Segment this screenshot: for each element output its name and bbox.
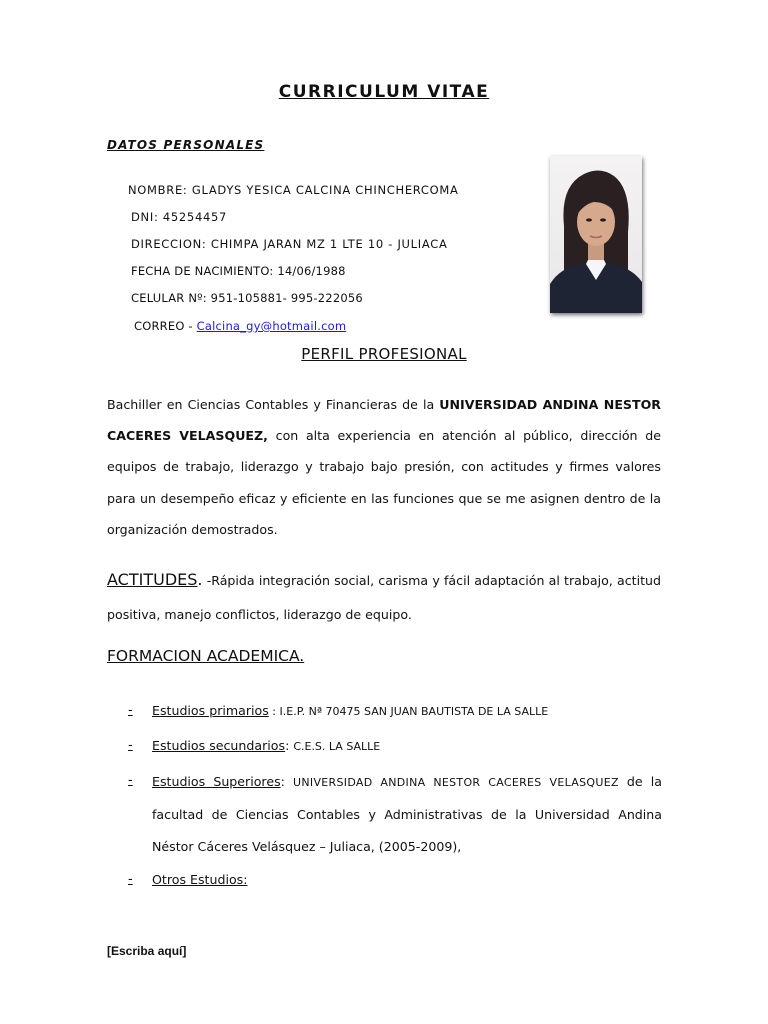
actitudes-dot: . <box>197 570 203 589</box>
education-other-label: Otros Estudios: <box>152 872 248 887</box>
bullet-dash: - <box>128 738 133 753</box>
bullet-dash: - <box>128 703 133 718</box>
profile-photo-portrait <box>550 156 642 313</box>
education-secondary-value: C.E.S. LA SALLE <box>293 740 381 753</box>
education-other <box>152 872 247 887</box>
actitudes-text: -Rápida integración social, carisma y fácil adaptación al trabajo, actitud positiva, manejo conflictos, liderazgo de equipo. <box>107 573 661 622</box>
perfil-text-end: con alta experiencia en atención al público, dirección de equipos de trabajo, liderazgo y trabajo bajo presión, con actitudes y firmes valores para un desempeño eficaz y eficiente en las funciones que se me asignen dentro de la organización demostrados. <box>107 428 661 537</box>
personal-email-row <box>134 319 346 333</box>
education-higher-details: de la facultad de Ciencias Contables y Administrativas de la Universidad Andina Néstor Cáceres Velásquez – Juliaca, (2005-2009), <box>152 774 663 854</box>
perfil-text-start: Bachiller en Ciencias Contables y Financieras de la <box>107 397 440 412</box>
section-heading-personal: DATOS PERSONALES <box>107 138 265 152</box>
document-title: CURRICULUM VITAE <box>278 82 490 102</box>
email-link[interactable]: Calcina_gy@hotmail.com <box>196 319 347 333</box>
section-heading-actitudes: ACTITUDES <box>107 570 198 589</box>
education-secondary-label: Estudios secundarios <box>152 738 286 753</box>
email-label: CORREO - <box>134 319 197 333</box>
education-primary <box>152 703 548 718</box>
footer-placeholder: [Escriba aquí] <box>107 944 187 958</box>
personal-dni: DNI: 45254457 <box>131 210 228 224</box>
actitudes-paragraph <box>107 563 661 632</box>
education-higher <box>152 766 662 863</box>
education-secondary <box>152 738 380 753</box>
bullet-dash: - <box>128 773 133 788</box>
education-higher-label: Estudios Superiores <box>152 774 281 789</box>
bullet-dash: - <box>128 872 133 887</box>
profile-photo <box>550 156 642 313</box>
education-primary-value: : I.E.P. Nª 70475 SAN JUAN BAUTISTA DE LA SALLE <box>268 705 549 718</box>
education-higher-university: UNIVERSIDAD ANDINA NESTOR CACERES VELASQUEZ <box>293 776 619 789</box>
section-heading-perfil: PERFIL PROFESIONAL <box>301 345 467 363</box>
personal-birthdate: FECHA DE NACIMIENTO: 14/06/1988 <box>131 264 346 278</box>
perfil-university: UNIVERSIDAD ANDINA NESTOR CACERES VELASQUEZ, <box>107 397 661 444</box>
perfil-paragraph <box>107 389 661 545</box>
education-higher-sep: : <box>280 774 294 789</box>
section-heading-formacion: FORMACION ACADEMICA. <box>107 647 305 665</box>
personal-phone: CELULAR Nº: 951-105881- 995-222056 <box>131 291 363 305</box>
education-primary-label: Estudios primarios <box>152 703 269 718</box>
education-secondary-sep: : <box>285 738 294 753</box>
personal-name: NOMBRE: GLADYS YESICA CALCINA CHINCHERCOMA <box>128 183 459 197</box>
personal-address: DIRECCION: CHIMPA JARAN MZ 1 LTE 10 - JULIACA <box>131 237 448 251</box>
